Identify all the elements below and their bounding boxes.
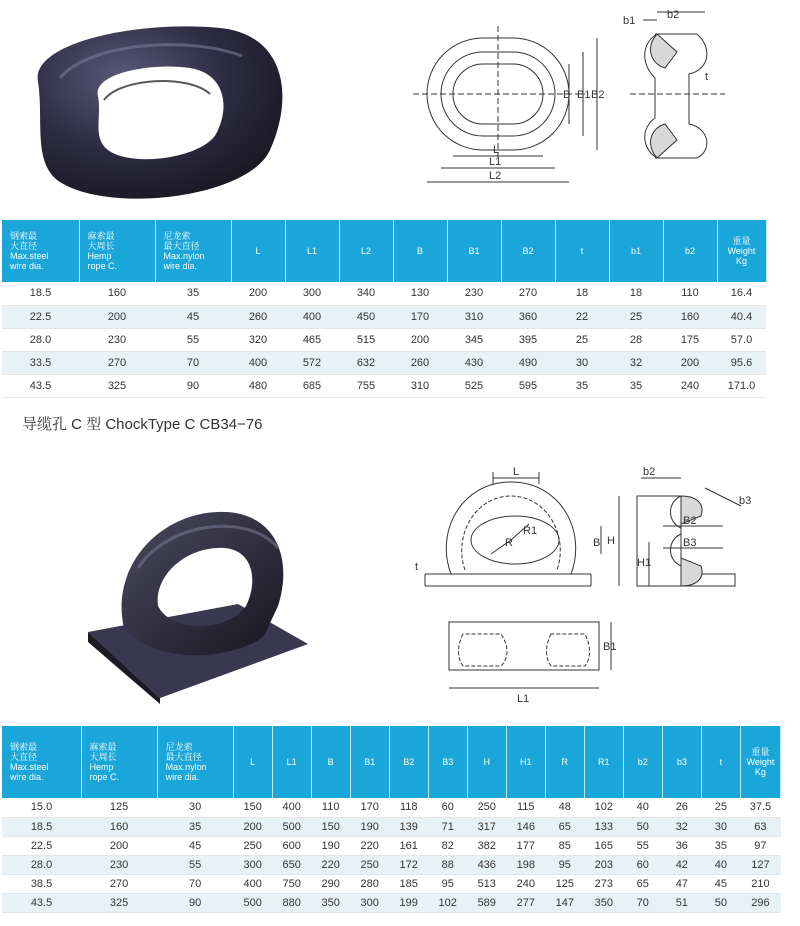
label-B1: B1: [603, 641, 617, 653]
table-cell: 185: [389, 874, 428, 893]
header-line: Max.steel: [10, 762, 49, 772]
table-cell: 200: [663, 351, 717, 374]
table-cell: 95: [428, 874, 467, 893]
table-cell: 250: [350, 855, 389, 874]
table-cell: 595: [501, 374, 555, 397]
table-cell: 95.6: [717, 351, 766, 374]
table-cell: 200: [231, 282, 285, 305]
column-header: [701, 726, 740, 798]
table-cell: 250: [467, 798, 506, 817]
table-cell: 395: [501, 328, 555, 351]
header-line: 重量: [732, 236, 751, 246]
table-cell: 177: [506, 836, 545, 855]
table-cell: 40.4: [717, 305, 766, 328]
table-cell: 70: [155, 351, 231, 374]
column-header: [501, 220, 555, 282]
column-header: [272, 726, 311, 798]
column-header: [389, 726, 428, 798]
section-title: 导缆孔 C 型 ChockType C CB34−76: [22, 416, 263, 433]
column-header: [2, 726, 81, 798]
table-cell: 15.0: [2, 798, 81, 817]
table-cell: 55: [623, 836, 662, 855]
table-cell: 290: [311, 874, 350, 893]
label-b3: b3: [739, 495, 752, 507]
column-header: [584, 726, 623, 798]
table-cell: 26: [662, 798, 701, 817]
table-cell: 310: [393, 374, 447, 397]
table-cell: 270: [81, 874, 157, 893]
table-cell: 133: [584, 817, 623, 836]
table-row: [2, 874, 781, 893]
column-header: [311, 726, 350, 798]
table-cell: 115: [506, 798, 545, 817]
table-cell: 110: [663, 282, 717, 305]
header-line: 钢索最: [10, 231, 38, 241]
table-cell: 260: [231, 305, 285, 328]
header-line: Hemp: [87, 251, 112, 261]
column-header: [79, 220, 155, 282]
table-cell: 277: [506, 893, 545, 912]
table-cell: 97: [740, 836, 780, 855]
header-line: 钢索最: [10, 742, 38, 752]
label-t: t: [415, 561, 419, 573]
column-header: [623, 726, 662, 798]
header-line: B1: [364, 757, 376, 767]
table-cell: 63: [740, 817, 780, 836]
header-line: 大直径: [10, 241, 38, 251]
table-cell: 340: [339, 282, 393, 305]
header-line: R1: [598, 757, 610, 767]
table-cell: 260: [393, 351, 447, 374]
table-cell: 170: [393, 305, 447, 328]
label-L1: L1: [489, 156, 502, 168]
table-row: [2, 305, 766, 328]
label-b2: b2: [667, 9, 680, 21]
table-cell: 350: [584, 893, 623, 912]
label-L1: L1: [517, 693, 530, 705]
table-cell: 200: [81, 836, 157, 855]
label-H: H: [607, 535, 615, 547]
table-cell: 22.5: [2, 836, 81, 855]
header-line: B1: [468, 246, 480, 256]
label-L: L: [513, 466, 520, 478]
column-header: [393, 220, 447, 282]
table-cell: 755: [339, 374, 393, 397]
header-line: t: [719, 757, 723, 767]
table-cell: 16.4: [717, 282, 766, 305]
header-line: L1: [286, 757, 297, 767]
table-cell: 37.5: [740, 798, 780, 817]
column-header: [555, 220, 609, 282]
header-line: Kg: [735, 256, 747, 266]
column-header: [663, 220, 717, 282]
table-cell: 203: [584, 855, 623, 874]
table-cell: 18: [555, 282, 609, 305]
chock-diagram-oval: [405, 8, 735, 198]
table-cell: 51: [662, 893, 701, 912]
header-line: t: [580, 246, 584, 256]
table-cell: 71: [428, 817, 467, 836]
table-cell: 320: [231, 328, 285, 351]
table-cell: 500: [233, 893, 272, 912]
label-b2: b2: [643, 466, 656, 478]
header-line: 尼龙索: [165, 742, 193, 752]
column-header: [662, 726, 701, 798]
table-cell: 500: [272, 817, 311, 836]
table-cell: 30: [555, 351, 609, 374]
table-row: [2, 351, 766, 374]
table-cell: 230: [79, 328, 155, 351]
label-B3: B3: [683, 537, 697, 549]
label-B: B: [563, 89, 571, 101]
table-row: [2, 282, 766, 305]
table-cell: 325: [79, 374, 155, 397]
header-line: H: [483, 757, 490, 767]
table-cell: 880: [272, 893, 311, 912]
spec-table-2: [2, 726, 781, 913]
header-line: 大周长: [89, 752, 117, 762]
table-cell: 139: [389, 817, 428, 836]
label-L2: L2: [489, 170, 502, 182]
table-cell: 48: [545, 798, 584, 817]
header-line: B: [327, 757, 334, 767]
table-cell: 465: [285, 328, 339, 351]
table-cell: 280: [350, 874, 389, 893]
table-cell: 170: [350, 798, 389, 817]
header-line: 麻索最: [87, 231, 115, 241]
table-cell: 513: [467, 874, 506, 893]
table-cell: 55: [157, 855, 233, 874]
table-cell: 515: [339, 328, 393, 351]
table-cell: 32: [662, 817, 701, 836]
table-cell: 345: [447, 328, 501, 351]
table-cell: 150: [311, 817, 350, 836]
column-header: [467, 726, 506, 798]
table-cell: 32: [609, 351, 663, 374]
table-cell: 199: [389, 893, 428, 912]
table-cell: 60: [623, 855, 662, 874]
header-line: 最大直径: [163, 241, 200, 251]
label-B2: B2: [591, 89, 605, 101]
header-line: b2: [637, 757, 648, 767]
table-row: [2, 817, 781, 836]
table-cell: 190: [350, 817, 389, 836]
table-row: [2, 374, 766, 397]
header-line: Max.nylon: [163, 251, 205, 261]
column-header: [155, 220, 231, 282]
table-cell: 42: [662, 855, 701, 874]
table-cell: 190: [311, 836, 350, 855]
label-B1: B1: [577, 89, 591, 101]
table-cell: 172: [389, 855, 428, 874]
table-cell: 230: [447, 282, 501, 305]
table-cell: 160: [663, 305, 717, 328]
table-cell: 200: [393, 328, 447, 351]
table-cell: 210: [740, 874, 780, 893]
table-cell: 25: [701, 798, 740, 817]
table-cell: 95: [545, 855, 584, 874]
table-cell: 650: [272, 855, 311, 874]
column-header: [350, 726, 389, 798]
table-cell: 118: [389, 798, 428, 817]
table-cell: 130: [393, 282, 447, 305]
header-line: 大周长: [87, 241, 115, 251]
table-cell: 55: [155, 328, 231, 351]
table-cell: 240: [663, 374, 717, 397]
header-line: L: [255, 246, 261, 256]
table-cell: 35: [609, 374, 663, 397]
header-line: wire dia.: [10, 772, 44, 782]
table-cell: 600: [272, 836, 311, 855]
table-cell: 325: [81, 893, 157, 912]
table-cell: 35: [701, 836, 740, 855]
table-cell: 28.0: [2, 328, 79, 351]
table-cell: 18: [609, 282, 663, 305]
table-cell: 400: [231, 351, 285, 374]
table-cell: 45: [701, 874, 740, 893]
column-header: [609, 220, 663, 282]
table-cell: 35: [555, 374, 609, 397]
chock-photo-oval: [20, 22, 290, 210]
table-cell: 125: [81, 798, 157, 817]
header-line: Max.nylon: [165, 762, 207, 772]
column-header: [717, 220, 766, 282]
header-line: B2: [522, 246, 534, 256]
table-cell: 90: [157, 893, 233, 912]
header-line: rope C.: [87, 261, 118, 271]
table-cell: 450: [339, 305, 393, 328]
table-cell: 47: [662, 874, 701, 893]
table-cell: 60: [428, 798, 467, 817]
header-line: 重量: [751, 747, 770, 757]
table-cell: 589: [467, 893, 506, 912]
table-cell: 300: [285, 282, 339, 305]
chock-photo-base: [88, 508, 308, 700]
column-header: [428, 726, 467, 798]
table-cell: 220: [350, 836, 389, 855]
table-cell: 35: [155, 282, 231, 305]
table-cell: 300: [350, 893, 389, 912]
column-header: [545, 726, 584, 798]
label-B2: B2: [683, 515, 697, 527]
header-line: B: [416, 246, 423, 256]
table-cell: 35: [157, 817, 233, 836]
table-cell: 382: [467, 836, 506, 855]
table-cell: 400: [272, 798, 311, 817]
header-line: b3: [676, 757, 687, 767]
label-B: B: [593, 537, 601, 549]
table-cell: 65: [545, 817, 584, 836]
column-header: [740, 726, 780, 798]
table-cell: 70: [157, 874, 233, 893]
table-cell: 436: [467, 855, 506, 874]
table-cell: 360: [501, 305, 555, 328]
table-cell: 317: [467, 817, 506, 836]
table-cell: 30: [701, 817, 740, 836]
table-cell: 350: [311, 893, 350, 912]
table-cell: 36: [662, 836, 701, 855]
table-cell: 200: [233, 817, 272, 836]
table-cell: 525: [447, 374, 501, 397]
header-line: wire dia.: [10, 261, 44, 271]
header-line: Weight: [727, 246, 756, 256]
header-line: B3: [442, 757, 454, 767]
label-R1: R1: [523, 525, 538, 537]
table-cell: 102: [428, 893, 467, 912]
label-L: L: [493, 144, 500, 156]
table-cell: 220: [311, 855, 350, 874]
table-cell: 200: [79, 305, 155, 328]
table-cell: 25: [609, 305, 663, 328]
table-row: [2, 798, 781, 817]
table-cell: 18.5: [2, 282, 79, 305]
chock-diagram-base: [405, 462, 765, 712]
table-cell: 40: [701, 855, 740, 874]
table-cell: 90: [155, 374, 231, 397]
header-line: 大直径: [10, 752, 38, 762]
column-header: [157, 726, 233, 798]
table-cell: 38.5: [2, 874, 81, 893]
header-line: L2: [360, 246, 371, 256]
table-cell: 161: [389, 836, 428, 855]
header-line: 麻索最: [89, 742, 117, 752]
column-header: [339, 220, 393, 282]
header-line: H1: [520, 757, 532, 767]
table-row: [2, 855, 781, 874]
table-cell: 57.0: [717, 328, 766, 351]
table-cell: 270: [501, 282, 555, 305]
table-cell: 147: [545, 893, 584, 912]
column-header: [233, 726, 272, 798]
table-cell: 240: [506, 874, 545, 893]
table-row: [2, 836, 781, 855]
label-H1: H1: [637, 557, 652, 569]
table-cell: 198: [506, 855, 545, 874]
column-header: [2, 220, 79, 282]
table-cell: 33.5: [2, 351, 79, 374]
table-cell: 22: [555, 305, 609, 328]
table-cell: 18.5: [2, 817, 81, 836]
table-cell: 127: [740, 855, 780, 874]
table-cell: 480: [231, 374, 285, 397]
table-header-row: [2, 726, 781, 798]
label-R: R: [505, 537, 513, 549]
header-line: Kg: [754, 767, 766, 777]
table-cell: 82: [428, 836, 467, 855]
table-cell: 85: [545, 836, 584, 855]
table-cell: 430: [447, 351, 501, 374]
column-header: [231, 220, 285, 282]
header-line: b1: [630, 246, 641, 256]
table-cell: 28: [609, 328, 663, 351]
table-cell: 160: [79, 282, 155, 305]
header-line: Weight: [746, 757, 775, 767]
table-cell: 685: [285, 374, 339, 397]
header-line: wire dia.: [163, 261, 198, 271]
header-line: L1: [306, 246, 317, 256]
table-cell: 400: [285, 305, 339, 328]
table-cell: 160: [81, 817, 157, 836]
header-line: L: [250, 757, 256, 767]
header-line: B2: [403, 757, 415, 767]
table-cell: 45: [155, 305, 231, 328]
table-cell: 125: [545, 874, 584, 893]
table-cell: 296: [740, 893, 780, 912]
column-header: [506, 726, 545, 798]
table-cell: 25: [555, 328, 609, 351]
header-line: b2: [684, 246, 695, 256]
table-cell: 43.5: [2, 893, 81, 912]
header-line: 尼龙索: [163, 231, 191, 241]
table-cell: 50: [701, 893, 740, 912]
table-cell: 45: [157, 836, 233, 855]
column-header: [285, 220, 339, 282]
header-line: Hemp: [89, 762, 114, 772]
header-line: wire dia.: [165, 772, 200, 782]
table-cell: 150: [233, 798, 272, 817]
column-header: [447, 220, 501, 282]
column-header: [81, 726, 157, 798]
header-line: rope C.: [89, 772, 120, 782]
header-line: 最大直径: [165, 752, 202, 762]
table-cell: 22.5: [2, 305, 79, 328]
table-cell: 65: [623, 874, 662, 893]
table-cell: 230: [81, 855, 157, 874]
spec-table-1: [2, 220, 767, 398]
table-row: [2, 893, 781, 912]
table-cell: 110: [311, 798, 350, 817]
table-cell: 165: [584, 836, 623, 855]
table-cell: 490: [501, 351, 555, 374]
table-cell: 572: [285, 351, 339, 374]
table-cell: 250: [233, 836, 272, 855]
table-cell: 273: [584, 874, 623, 893]
table-row: [2, 328, 766, 351]
label-b1: b1: [623, 15, 636, 27]
table-cell: 171.0: [717, 374, 766, 397]
table-cell: 632: [339, 351, 393, 374]
table-cell: 28.0: [2, 855, 81, 874]
table-cell: 88: [428, 855, 467, 874]
table-cell: 102: [584, 798, 623, 817]
table-header-row: [2, 220, 766, 282]
table-cell: 175: [663, 328, 717, 351]
table-cell: 750: [272, 874, 311, 893]
header-line: Max.steel: [10, 251, 49, 261]
table-cell: 146: [506, 817, 545, 836]
table-cell: 310: [447, 305, 501, 328]
table-cell: 270: [79, 351, 155, 374]
table-cell: 400: [233, 874, 272, 893]
table-cell: 30: [157, 798, 233, 817]
label-t: t: [705, 71, 709, 83]
table-cell: 300: [233, 855, 272, 874]
header-line: R: [561, 757, 569, 767]
table-cell: 40: [623, 798, 662, 817]
table-cell: 50: [623, 817, 662, 836]
table-cell: 70: [623, 893, 662, 912]
table-cell: 43.5: [2, 374, 79, 397]
